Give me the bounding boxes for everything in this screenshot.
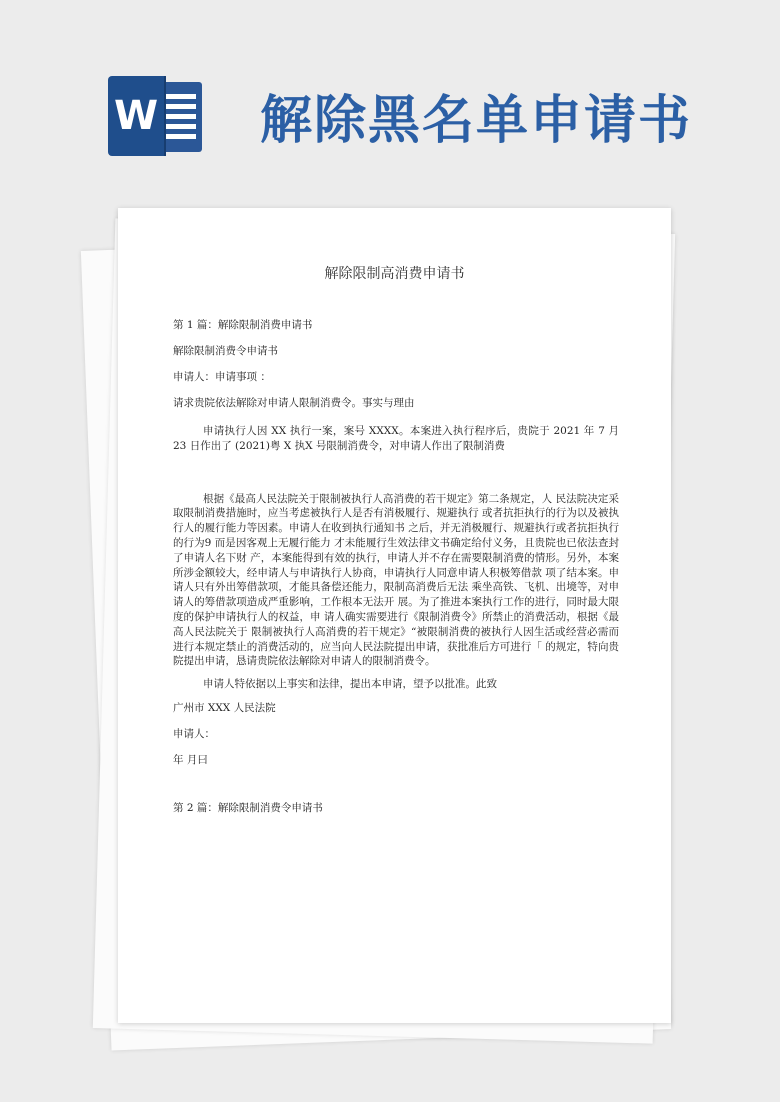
banner-title: 解除黑名单申请书 — [260, 91, 693, 151]
applicant-items: 申请人：申请事项 ： — [173, 371, 271, 383]
signature-line: 申请人： — [173, 728, 215, 741]
court-name: 广州市 XXX 人民法院 — [173, 702, 276, 715]
chapter-2-heading: 第 2 篇：解除限制消费令申请书 — [173, 802, 323, 815]
chapter-1-heading: 第 1 篇：解除限制消费申请书 — [173, 319, 313, 331]
date-line: 年 月曰 — [173, 754, 208, 767]
word-badge: W — [108, 76, 164, 156]
facts-paragraph: 申请执行人因 XX 执行一案，案号 XXXX。本案进入执行程序后，贵院于 2021 年 7 月 23 日作出了 (2021)粤 X 执X 号限制消费令，对申请人作出了限制消费 — [173, 425, 619, 452]
closing-line: 申请人特依据以上事实和法律，提出本申请，望予以批准。此致 — [203, 678, 497, 691]
request-line: 请求贵院依法解除对申请人限制消费令。事实与理由 — [173, 397, 415, 409]
document-page — [118, 208, 671, 1023]
document-body — [173, 318, 619, 815]
banner — [0, 0, 780, 200]
word-icon — [108, 76, 206, 156]
doc-heading: 解除限制消费令申请书 — [173, 345, 278, 357]
document-title: 解除限制高消费申请书 — [324, 266, 465, 282]
reasons-paragraph: 根据《最高人民法院关于限制被执行人高消费的若干规定》第二条规定，人 民法院决定采取限制消费措施时，应当考虑被执行人是否有消极履行、规避执行 或者抗拒执行的行为以及被执行人的履行能力等因素。申请人在收到执行通知书 之后，并无消极履行、规避执行或者抗拒执行的行为9 而是因客观上无履行能力 才未能履行生效法律文书确定给付义务，且贵院也已依法查封了申请人名下财 产，本案能得到有效的执行，申请人并不存在需要限制消费的情形。另外，本案 所涉金额较大，经申请人与申请执行人协商，申请执行人同意申请人积极筹借款 项了结本案。申请人只有外出筹借款项，才能具备偿还能力，限制高消费后无法 乘坐高铁、飞机、出境等，对申请人的筹借款项造成严重影响，工作根本无法开 展。为了推进本案执行工作的进行，同时最大限度的保护申请执行人的权益，申 请人确实需要进行《限制消费令》所禁止的消费活动，根据《最高人民法院关于 限制被执行人高消费的若干规定》“被限制消费的被执行人因生活或经营必需而 进行本规定禁止的消费活动的，应当向人民法院提出申请，获批准后方可进行「 的规定，特向贵院提出申请，恳请贵院依法解除对申请人的限制消费令。 — [173, 492, 619, 668]
